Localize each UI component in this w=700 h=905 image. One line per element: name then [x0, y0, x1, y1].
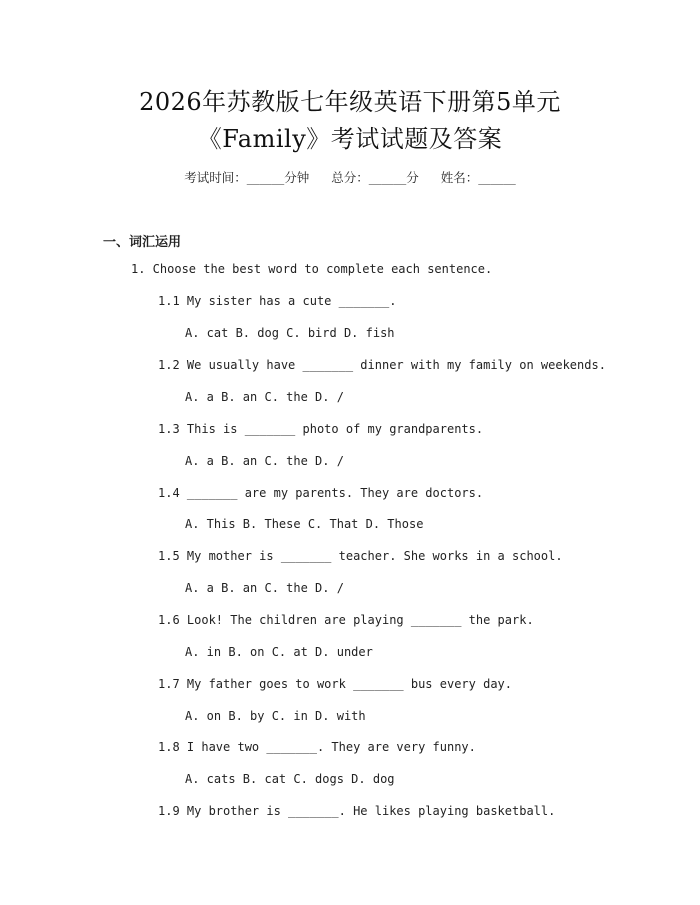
student-name: 姓名：______: [440, 170, 516, 185]
question-item: 1.5 My mother is _______ teacher. She works in a school.: [158, 549, 563, 563]
question-options: A. a B. an C. the D. /: [185, 390, 344, 404]
question-item: 1.9 My brother is _______. He likes playing basketball.: [158, 804, 556, 818]
exam-meta: [0, 168, 700, 186]
question-item: 1.6 Look! The children are playing _______ the park.: [158, 613, 534, 627]
question-options: A. This B. These C. That D. Those: [185, 517, 424, 531]
exam-time: 考试时间：______分钟: [184, 170, 310, 185]
question-options: A. on B. by C. in D. with: [185, 709, 366, 723]
title-line-1: 2026年苏教版七年级英语下册第5单元: [139, 88, 561, 116]
question-item: 1.8 I have two _______. They are very funny.: [158, 740, 476, 754]
total-score: 总分：______分: [331, 170, 419, 185]
title-line-2: 《Family》考试试题及答案: [197, 125, 503, 153]
question-item: 1.4 _______ are my parents. They are doctors.: [158, 486, 484, 500]
question-item: 1.1 My sister has a cute _______.: [158, 294, 397, 308]
section-title: 一、词汇运用: [103, 235, 182, 250]
question-item: 1.7 My father goes to work _______ bus every day.: [158, 677, 513, 691]
question-item: 1.2 We usually have _______ dinner with my family on weekends.: [158, 358, 606, 372]
question-instruction: 1. Choose the best word to complete each sentence.: [131, 262, 493, 276]
question-options: A. cats B. cat C. dogs D. dog: [185, 772, 395, 786]
question-item: 1.3 This is _______ photo of my grandparents.: [158, 422, 484, 436]
question-options: A. cat B. dog C. bird D. fish: [185, 326, 395, 340]
question-options: A. a B. an C. the D. /: [185, 454, 344, 468]
question-options: A. in B. on C. at D. under: [185, 645, 373, 659]
question-options: A. a B. an C. the D. /: [185, 581, 344, 595]
